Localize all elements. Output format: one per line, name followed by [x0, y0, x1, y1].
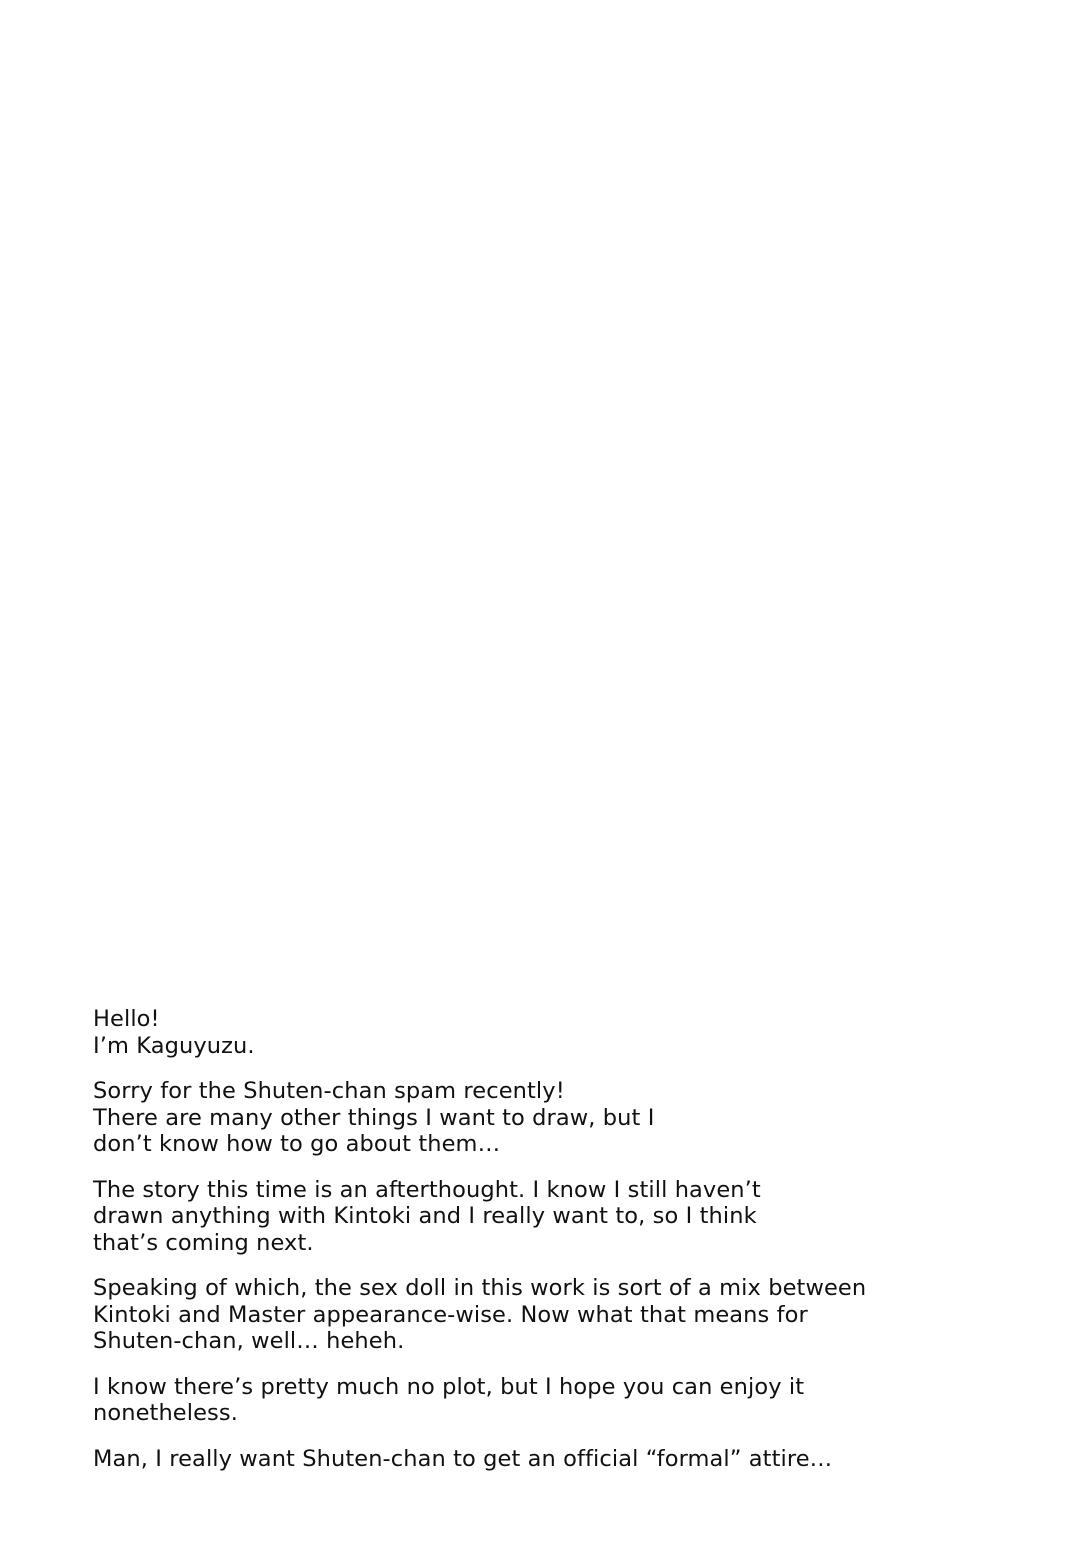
paragraph-closing — [93, 1446, 993, 1473]
text-line: The story this time is an afterthought. I know I still haven’t — [93, 1176, 761, 1203]
text-line: nonetheless. — [93, 1400, 238, 1426]
text-line: I’m Kaguyuzu. — [93, 1032, 255, 1059]
paragraph-doll — [93, 1275, 993, 1355]
paragraph-plot — [93, 1374, 993, 1427]
paragraph-apology — [93, 1078, 993, 1158]
text-line: Sorry for the Shuten-chan spam recently! — [93, 1078, 565, 1104]
text-line: Kintoki and Master appearance-wise. Now what that means for — [93, 1301, 808, 1328]
text-line: There are many other things I want to draw, but I — [93, 1104, 655, 1131]
text-line: drawn anything with Kintoki and I really want to, so I think — [93, 1203, 757, 1229]
text-line: Man, I really want Shuten-chan to get an official “formal” attire… — [93, 1445, 833, 1472]
text-line: don’t know how to go about them… — [93, 1131, 501, 1157]
text-line: that’s coming next. — [93, 1229, 314, 1256]
afterword-text-block — [93, 1006, 993, 1491]
paragraph-greeting — [93, 1006, 993, 1059]
paragraph-story — [93, 1177, 993, 1257]
text-line: Speaking of which, the sex doll in this work is sort of a mix between — [93, 1275, 867, 1301]
text-line: I know there’s pretty much no plot, but I hope you can enjoy it — [93, 1373, 805, 1400]
text-line: Hello! — [93, 1006, 160, 1032]
text-line: Shuten-chan, well… heheh. — [93, 1328, 405, 1354]
